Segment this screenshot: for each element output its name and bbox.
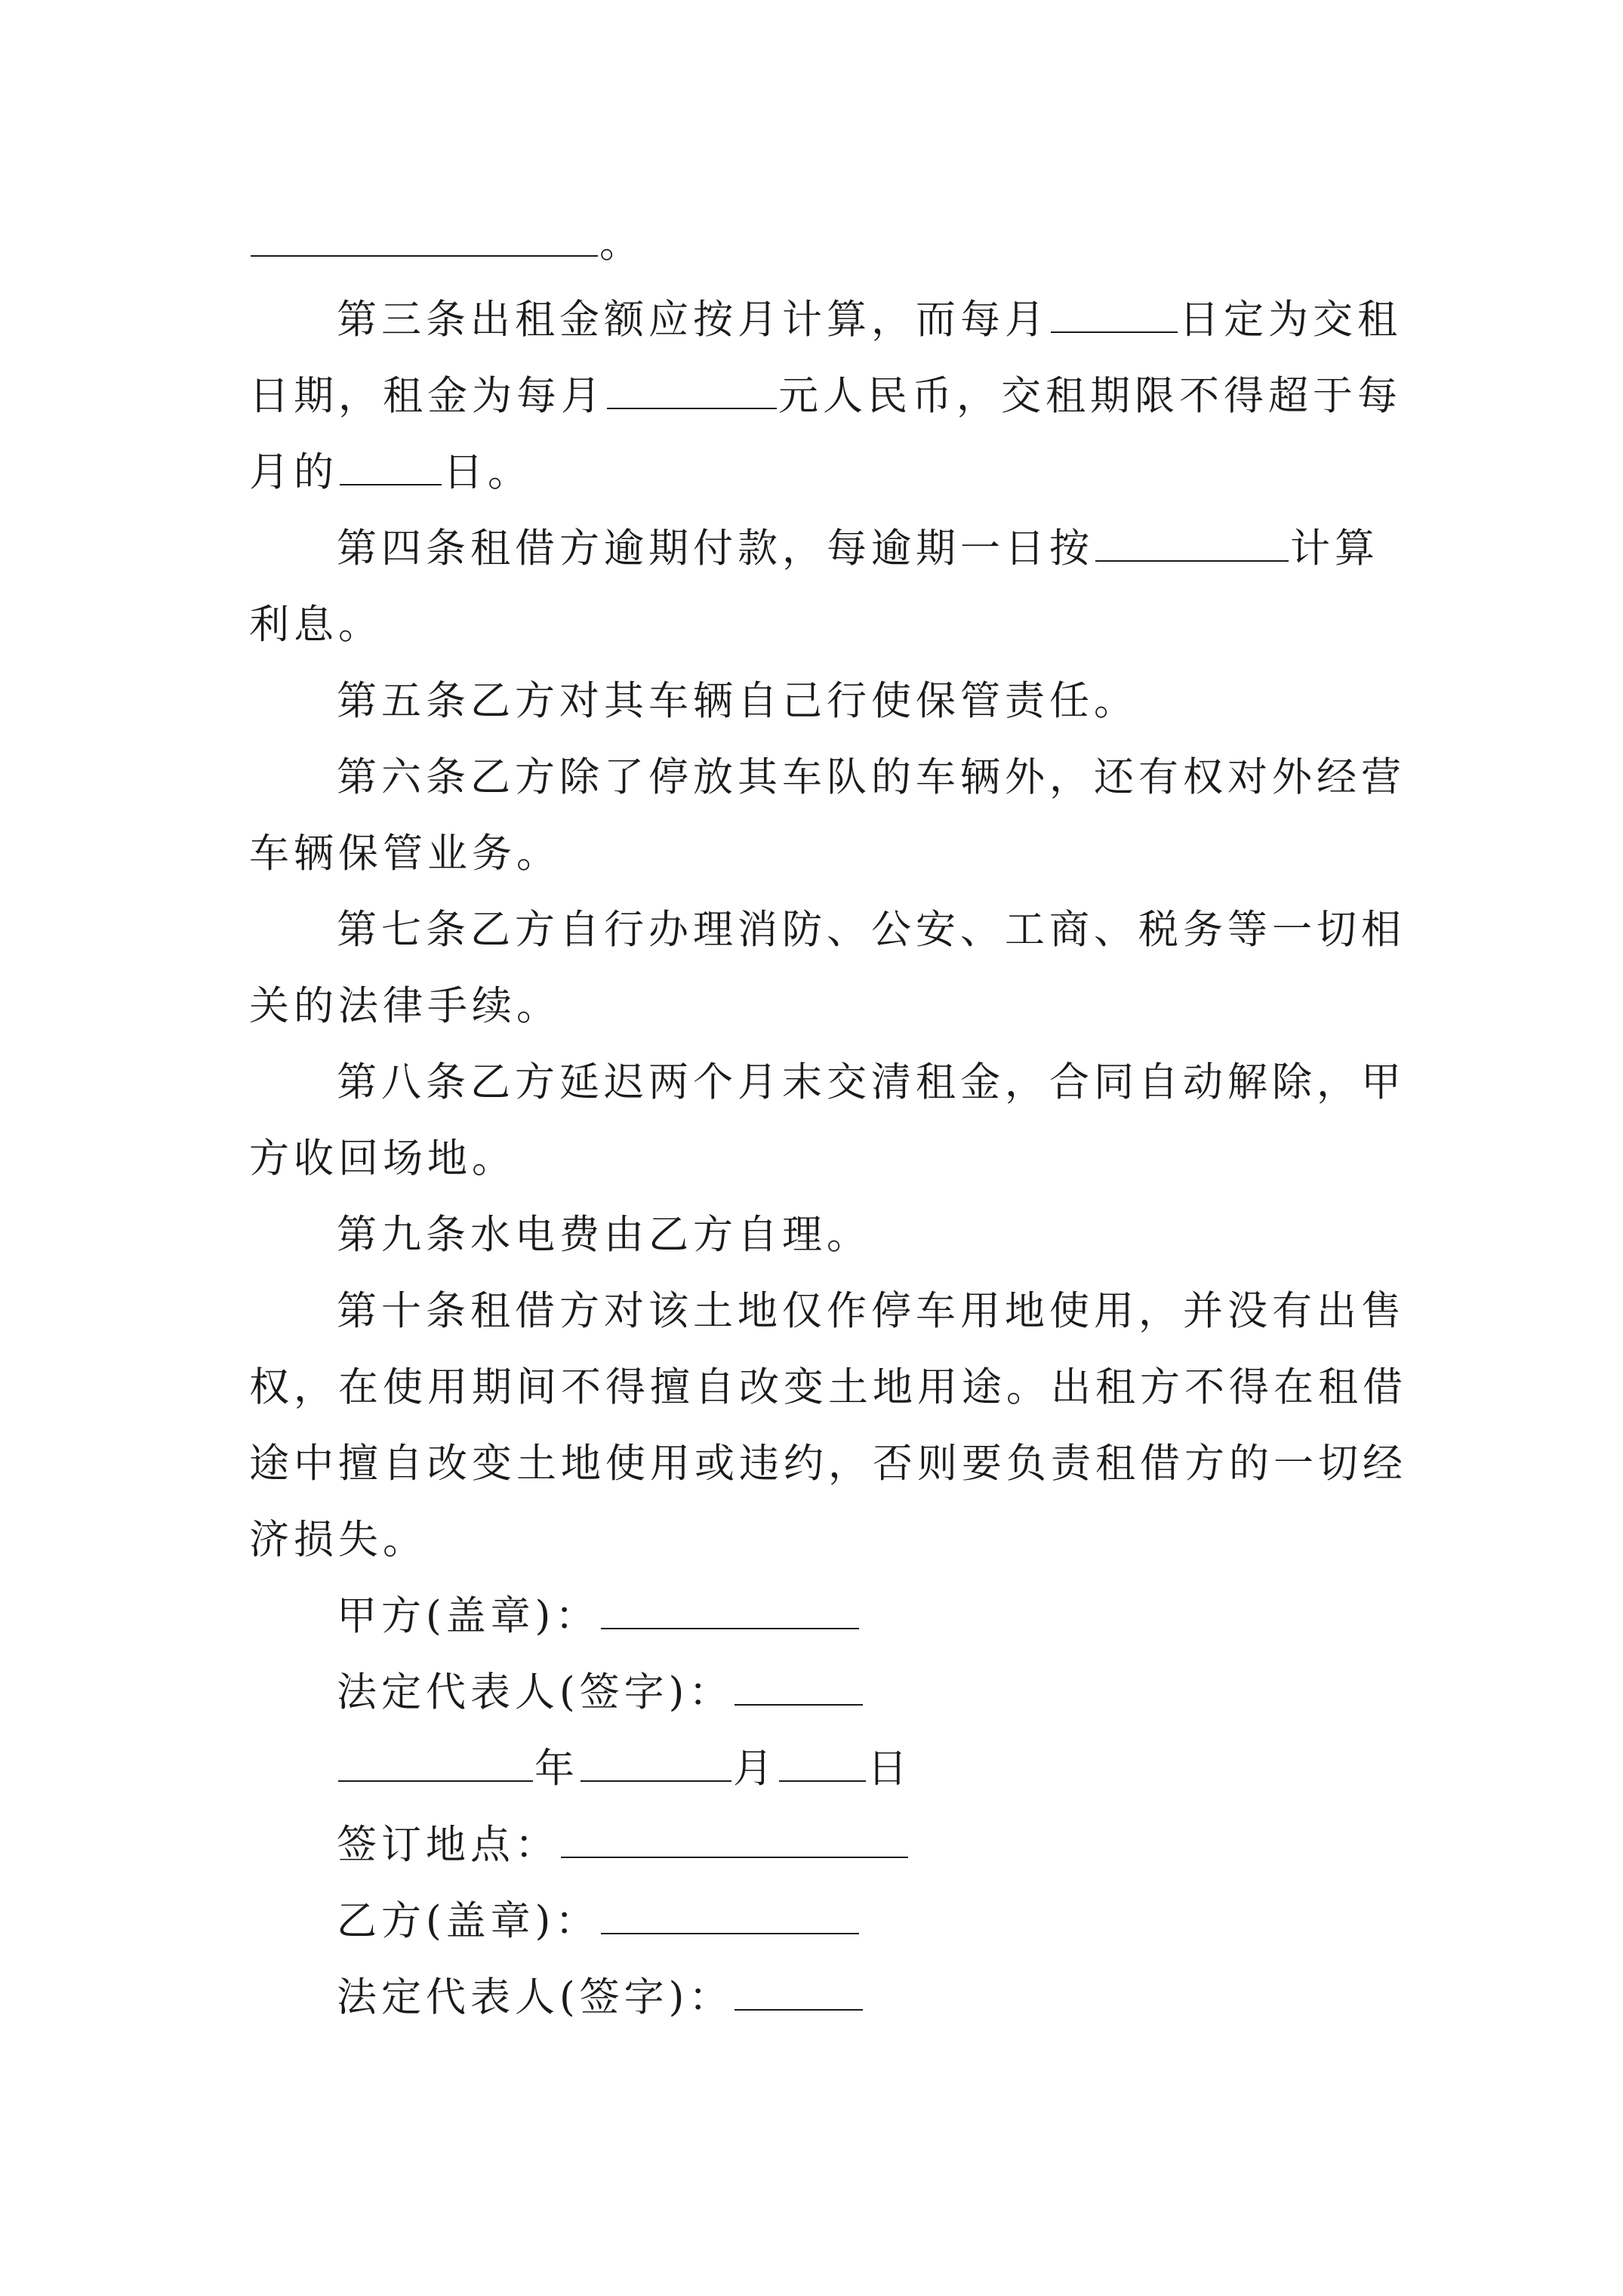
article-10-cont [249, 1425, 1407, 1502]
text: 车辆保管业务。 [249, 831, 561, 877]
article-3 [249, 282, 1402, 358]
article-6-cont [249, 815, 1381, 892]
text: 途中擅自改变土地使用或违约，否则要负责租借方的一切经 [249, 1441, 1407, 1487]
blank-field[interactable] [1095, 510, 1289, 562]
article-4 [249, 510, 1381, 587]
month-field[interactable] [581, 1730, 731, 1782]
text: 日。 [443, 449, 532, 495]
label: 月 [733, 1746, 778, 1792]
text: 。 [599, 220, 644, 267]
text: 日定为交租 [1179, 297, 1402, 343]
text: 第八条乙方延迟两个月末交清租金，合同自动解除，甲 [337, 1059, 1406, 1105]
year-field[interactable] [338, 1730, 533, 1782]
text: 第五条乙方对其车辆自己行使保管责任。 [337, 678, 1138, 724]
article-8-cont [249, 1120, 1381, 1197]
article-10-cont [249, 1502, 1381, 1578]
party-b-seal [249, 1883, 1381, 1959]
blank-field[interactable] [251, 205, 598, 257]
text: 第四条租借方逾期付款，每逾期一日按 [337, 525, 1094, 572]
text: 元人民币，交租期限不得超于每 [778, 373, 1402, 419]
article-5 [249, 663, 1381, 739]
party-a-seal-field[interactable] [601, 1578, 859, 1629]
blank-field[interactable] [607, 358, 777, 409]
party-b-seal-field[interactable] [601, 1883, 859, 1934]
article-4-cont [249, 587, 1381, 663]
sign-place-field[interactable] [561, 1807, 908, 1858]
blank-field[interactable] [1051, 282, 1178, 333]
text: 日期，租金为每月 [249, 373, 605, 419]
legal-rep-a-field[interactable] [735, 1654, 863, 1706]
text: 月的 [249, 449, 338, 495]
sign-place [249, 1807, 1381, 1883]
text: 利息。 [249, 602, 383, 648]
blank-field[interactable] [340, 434, 442, 485]
document-body [249, 205, 1407, 2036]
article-9 [249, 1197, 1381, 1273]
text: 关的法律手续。 [249, 983, 561, 1029]
label: 法定代表人(签字)： [337, 1669, 734, 1715]
article-8 [249, 1044, 1406, 1120]
article-6 [249, 739, 1406, 815]
continuation-line [249, 205, 1381, 282]
text: 计算 [1290, 525, 1379, 572]
legal-rep-b-field[interactable] [735, 1959, 863, 2011]
text: 第六条乙方除了停放其车队的车辆外，还有权对外经营 [337, 754, 1406, 800]
legal-rep-b [249, 1959, 1381, 2036]
label: 日 [867, 1746, 912, 1792]
sign-date [249, 1730, 1381, 1807]
text: 权，在使用期间不得擅自改变土地用途。出租方不得在租借 [249, 1364, 1407, 1410]
label: 甲方(盖章)： [337, 1593, 600, 1639]
label: 法定代表人(签字)： [337, 1974, 734, 2020]
label: 年 [534, 1746, 579, 1792]
text: 济损失。 [249, 1517, 427, 1563]
article-10 [249, 1273, 1406, 1349]
label: 乙方(盖章)： [337, 1898, 600, 1944]
article-7 [249, 892, 1406, 968]
article-7-cont [249, 968, 1381, 1044]
article-3-cont [249, 358, 1402, 434]
text: 第三条出租金额应按月计算，而每月 [337, 297, 1049, 343]
legal-rep-a [249, 1654, 1381, 1730]
party-a-seal [249, 1578, 1381, 1654]
text: 第九条水电费由乙方自理。 [337, 1212, 871, 1258]
text: 第七条乙方自行办理消防、公安、工商、税务等一切相 [337, 907, 1406, 953]
day-field[interactable] [779, 1730, 866, 1782]
article-10-cont [249, 1349, 1407, 1425]
label: 签订地点： [337, 1822, 559, 1868]
article-3-cont [249, 434, 1381, 510]
text: 第十条租借方对该土地仅作停车用地使用，并没有出售 [337, 1288, 1406, 1334]
text: 方收回场地。 [249, 1136, 516, 1182]
